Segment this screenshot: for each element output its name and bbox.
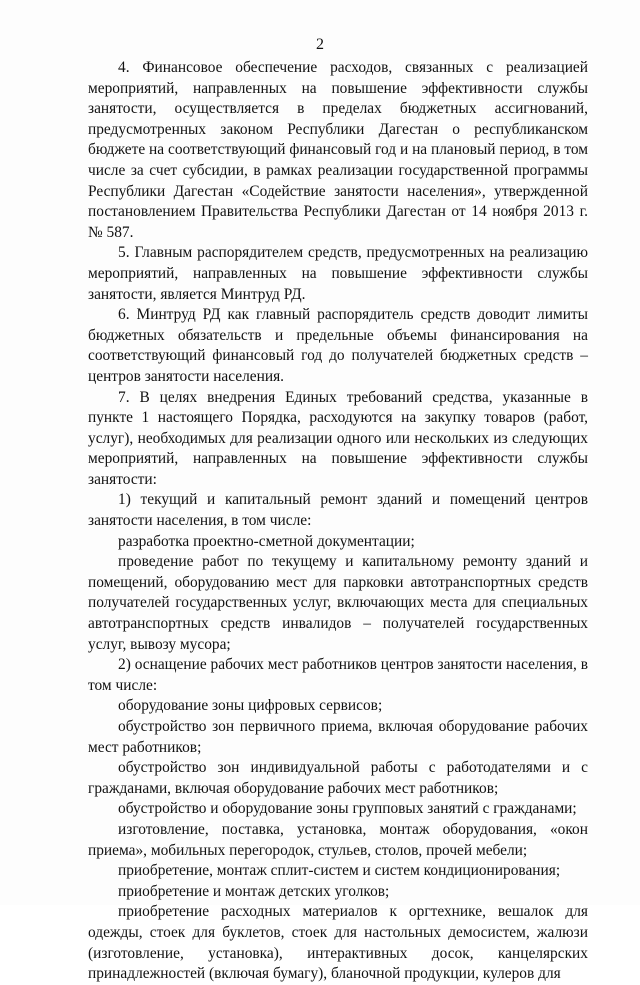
list-item-supplies: приобретение расходных материалов к оргтехнике, вешалок для одежды, стоек для буклетов, стоек для настольных демосистем, жалюзи (изготовление, установка), интерактивных досок, канцелярских принадлежностей (включая бумагу), бланочной продукции, кулеров для: [88, 903, 588, 983]
list-item-repair-works: проведение работ по текущему и капитальному ремонту зданий и помещений, оборудованию мест для парковки автотранспортных средств получателей государственных услуг, включающих места для специальных автотранспортных средств инвалидов – получателей государственных услуг, вывозу мусора;: [88, 553, 588, 653]
list-item-repair: 1) текущий и капитальный ремонт зданий и помещений центров занятости населения, в том числе:: [88, 491, 588, 530]
list-item-workplaces: 2) оснащение рабочих мест работников центров занятости населения, в том числе:: [88, 656, 588, 694]
list-item-digital-zone: оборудование зоны цифровых сервисов;: [118, 697, 383, 715]
list-item-kids-corners: приобретение и монтаж детских уголков;: [118, 882, 390, 900]
paragraph-5-main-administrator: 5. Главным распорядителем средств, предусмотренных на реализацию мероприятий, направленных на повышение эффективности службы занятости, является Минтруд РД.: [88, 244, 588, 303]
list-item-group-zone: обустройство и оборудование зоны групповых занятий с гражданами;: [118, 800, 577, 818]
paragraph-4-financing: 4. Финансовое обеспечение расходов, связанных с реализацией мероприятий, направленных на повышение эффективности службы занятости, осуществляется в пределах бюджетных ассигнований, предусмотренных законом Республики Дагестан о республиканском бюджете на соответствующий финансовый год и на плановый период, в том числе за счет субсидии, в рамках реализации государственной программы Республики Дагестан «Содействие занятости населения», утвержденной постановлением Правительства Республики Дагестан от 14 ноября 2013 г. № 587.: [88, 59, 588, 241]
list-item-reception-zone: обустройство зон первичного приема, включая оборудование рабочих мест работников;: [88, 718, 588, 756]
page-number: 2: [316, 36, 324, 53]
paragraph-6-budget-limits: 6. Минтруд РД как главный распорядитель средств доводит лимиты бюджетных обязательств и предельные объемы финансирования на соответствующий финансовый год до получателей бюджетных средств – центров занятости населения.: [88, 306, 588, 385]
list-item-design-docs: разработка проектно-сметной документации;: [118, 532, 415, 550]
list-item-air-conditioning: приобретение, монтаж сплит-систем и систем кондиционирования;: [118, 862, 561, 880]
paragraph-7-purposes: 7. В целях внедрения Единых требований средства, указанные в пункте 1 настоящего Порядка, расходуются на закупку товаров (работ, услуг), необходимых для реализации одного или нескольких из следующих мероприятий, направленных на повышение эффективности службы занятости:: [88, 388, 588, 488]
list-item-individual-zone: обустройство зон индивидуальной работы с работодателями и с гражданами, включая оборудование рабочих мест работников;: [88, 759, 588, 797]
list-item-furniture: изготовление, поставка, установка, монтаж оборудования, «окон приема», мобильных перегородок, стульев, столов, прочей мебели;: [88, 820, 588, 859]
document-body: [88, 58, 588, 985]
